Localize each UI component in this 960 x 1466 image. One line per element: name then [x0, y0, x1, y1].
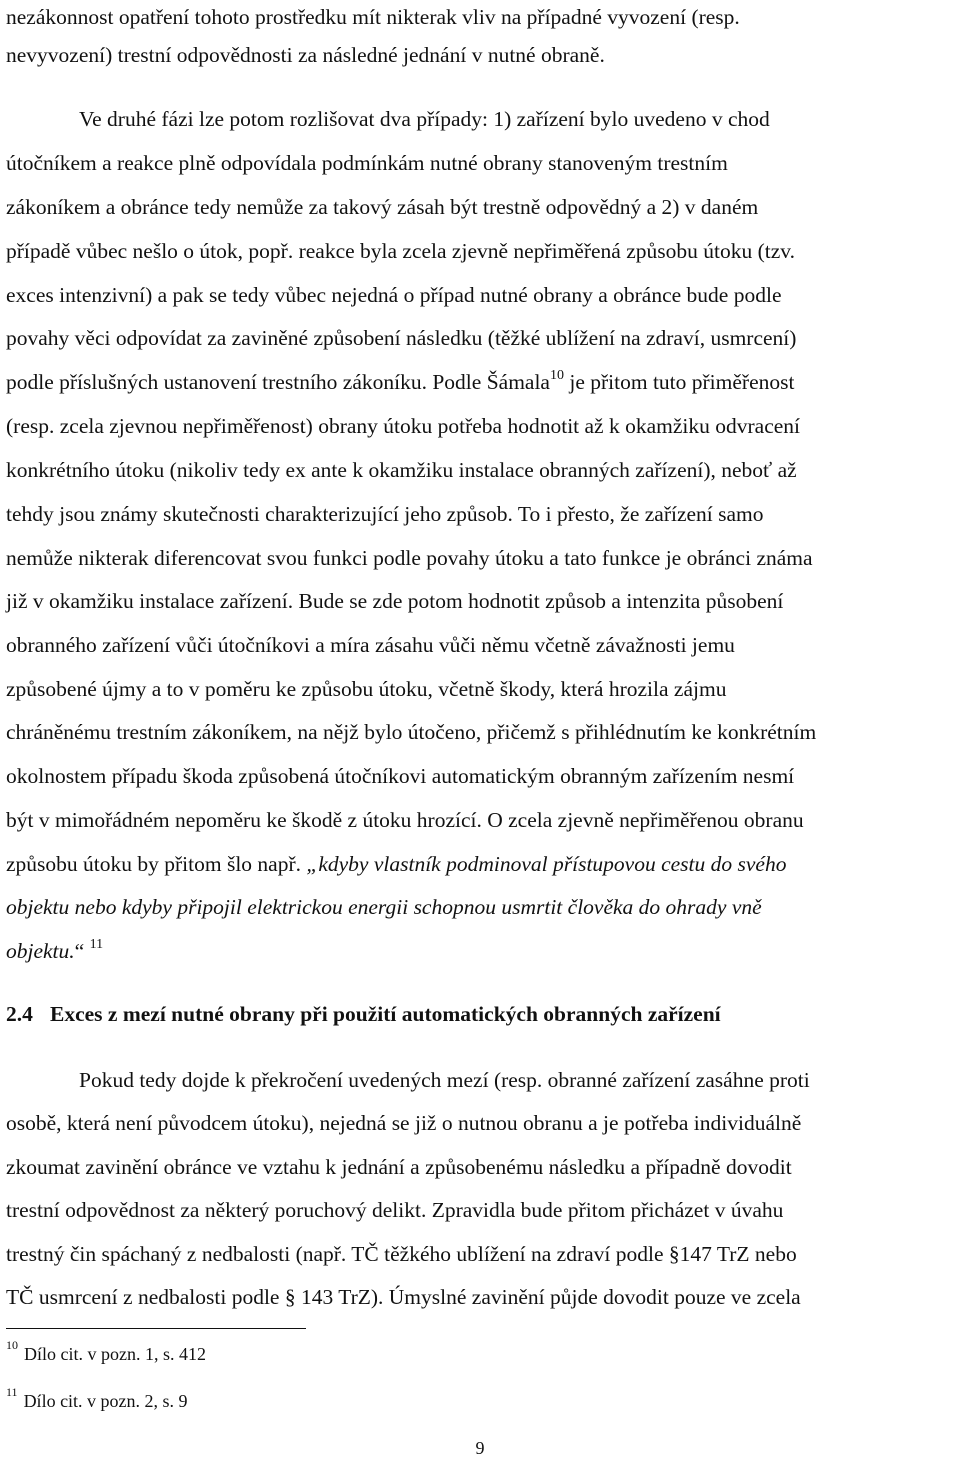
text-line: případě vůbec nešlo o útok, popř. reakce byla zcela zjevně nepřiměřená způsobu útoku (tzv.	[6, 239, 796, 263]
section-number: 2.4	[6, 1002, 33, 1026]
text-line: konkrétního útoku (nikoliv tedy ex ante k okamžiku instalace obranných zařízení), neboť až	[6, 458, 797, 482]
text-segment: podle příslušných ustanovení trestního zákoníku. Podle Šámala	[6, 370, 550, 394]
text-line: tehdy jsou známy skutečnosti charakterizující jeho způsob. To i přesto, že zařízení samo	[6, 502, 764, 526]
text-line: zkoumat zavinění obránce ve vztahu k jednání a způsobenému následku a případně dovodit	[6, 1155, 792, 1179]
page-number: 9	[475, 1438, 485, 1458]
text-line: nemůže nikterak diferencovat svou funkci podle povahy útoku a tato funkce je obránci známa	[6, 546, 813, 570]
text-line: osobě, která není původcem útoku), nejedná se již o nutnou obranu a je potřeba individuálně	[6, 1111, 802, 1135]
closing-quote: “	[74, 939, 85, 963]
text-line	[6, 936, 103, 966]
footnote-text: Dílo cit. v pozn. 1, s. 412	[24, 1344, 206, 1364]
footnote	[6, 1338, 206, 1366]
section-title: Exces z mezí nutné obrany při použití automatických obranných zařízení	[50, 1002, 721, 1026]
paragraph-first-line: Ve druhé fázi lze potom rozlišovat dva případy: 1) zařízení bylo uvedeno v chod	[79, 107, 770, 131]
footnote-ref[interactable]: 10	[549, 367, 564, 383]
text-line	[6, 849, 786, 879]
text-line: okolnostem případu škoda způsobená útočníkovi automatickým obranným zařízením nesmí	[6, 764, 795, 788]
text-line: již v okamžiku instalace zařízení. Bude se zde potom hodnotit způsob a intenzita působení	[6, 589, 784, 613]
text-line: TČ usmrcení z nedbalosti podle § 143 TrZ). Úmyslné zavinění půjde dovodit pouze ve zcela	[6, 1285, 801, 1309]
footnote-number: 11	[6, 1385, 18, 1399]
footnote-ref[interactable]: 11	[89, 936, 104, 952]
quote-text: „kdyby vlastník podminoval přístupovou cestu do svého	[306, 852, 787, 876]
text-segment: je přitom tuto přiměřenost	[563, 370, 795, 394]
text-line	[6, 367, 794, 397]
text-line: zákoníkem a obránce tedy nemůže za takový zásah být trestně odpovědný a 2) v daném	[6, 195, 759, 219]
text-segment: způsobu útoku by přitom šlo např.	[6, 852, 307, 876]
text-line: nevyvození) trestní odpovědnosti za následné jednání v nutné obraně.	[6, 43, 605, 67]
text-line: způsobené újmy a to v poměru ke způsobu útoku, včetně škody, která hrozila zájmu	[6, 677, 727, 701]
text-line: (resp. zcela zjevnou nepřiměřenost) obrany útoku potřeba hodnotit až k okamžiku odvracení	[6, 414, 801, 438]
quote-text: objektu nebo kdyby připojil elektrickou energii schopnou usmrtit člověka do ohrady vně	[6, 895, 762, 919]
text-line: být v mimořádném nepoměru ke škodě z útoku hrozící. O zcela zjevně nepřiměřenou obranu	[6, 808, 804, 832]
footnote-separator	[6, 1328, 306, 1329]
text-line: trestný čin spáchaný z nedbalosti (např. TČ těžkého ublížení na zdraví podle §147 TrZ nebo	[6, 1242, 797, 1266]
text-line: exces intenzivní) a pak se tedy vůbec nejedná o případ nutné obrany a obránce bude podle	[6, 283, 782, 307]
footnote-number: 10	[6, 1338, 18, 1352]
footnote	[6, 1385, 188, 1413]
text-line: povahy věci odpovídat za zaviněné způsobení následku (těžké ublížení na zdraví, usmrcení)	[6, 326, 797, 350]
quote-text: objektu.	[6, 939, 75, 963]
text-line: chráněnému trestním zákoníkem, na nějž bylo útočeno, přičemž s přihlédnutím ke konkrétním	[6, 720, 817, 744]
paragraph-first-line: Pokud tedy dojde k překročení uvedených mezí (resp. obranné zařízení zasáhne proti	[79, 1068, 810, 1092]
text-line: obranného zařízení vůči útočníkovi a míra zásahu vůči němu včetně závažnosti jemu	[6, 633, 735, 657]
section-heading	[6, 999, 721, 1029]
text-line: útočníkem a reakce plně odpovídala podmínkám nutné obrany stanoveným trestním	[6, 151, 728, 175]
text-line: trestní odpovědnost za některý poruchový delikt. Zpravidla bude přitom přicházet v úvahu	[6, 1198, 784, 1222]
footnote-text: Dílo cit. v pozn. 2, s. 9	[23, 1391, 188, 1411]
text-line	[6, 892, 762, 922]
text-line: nezákonnost opatření tohoto prostředku mít nikterak vliv na případné vyvození (resp.	[6, 5, 740, 29]
